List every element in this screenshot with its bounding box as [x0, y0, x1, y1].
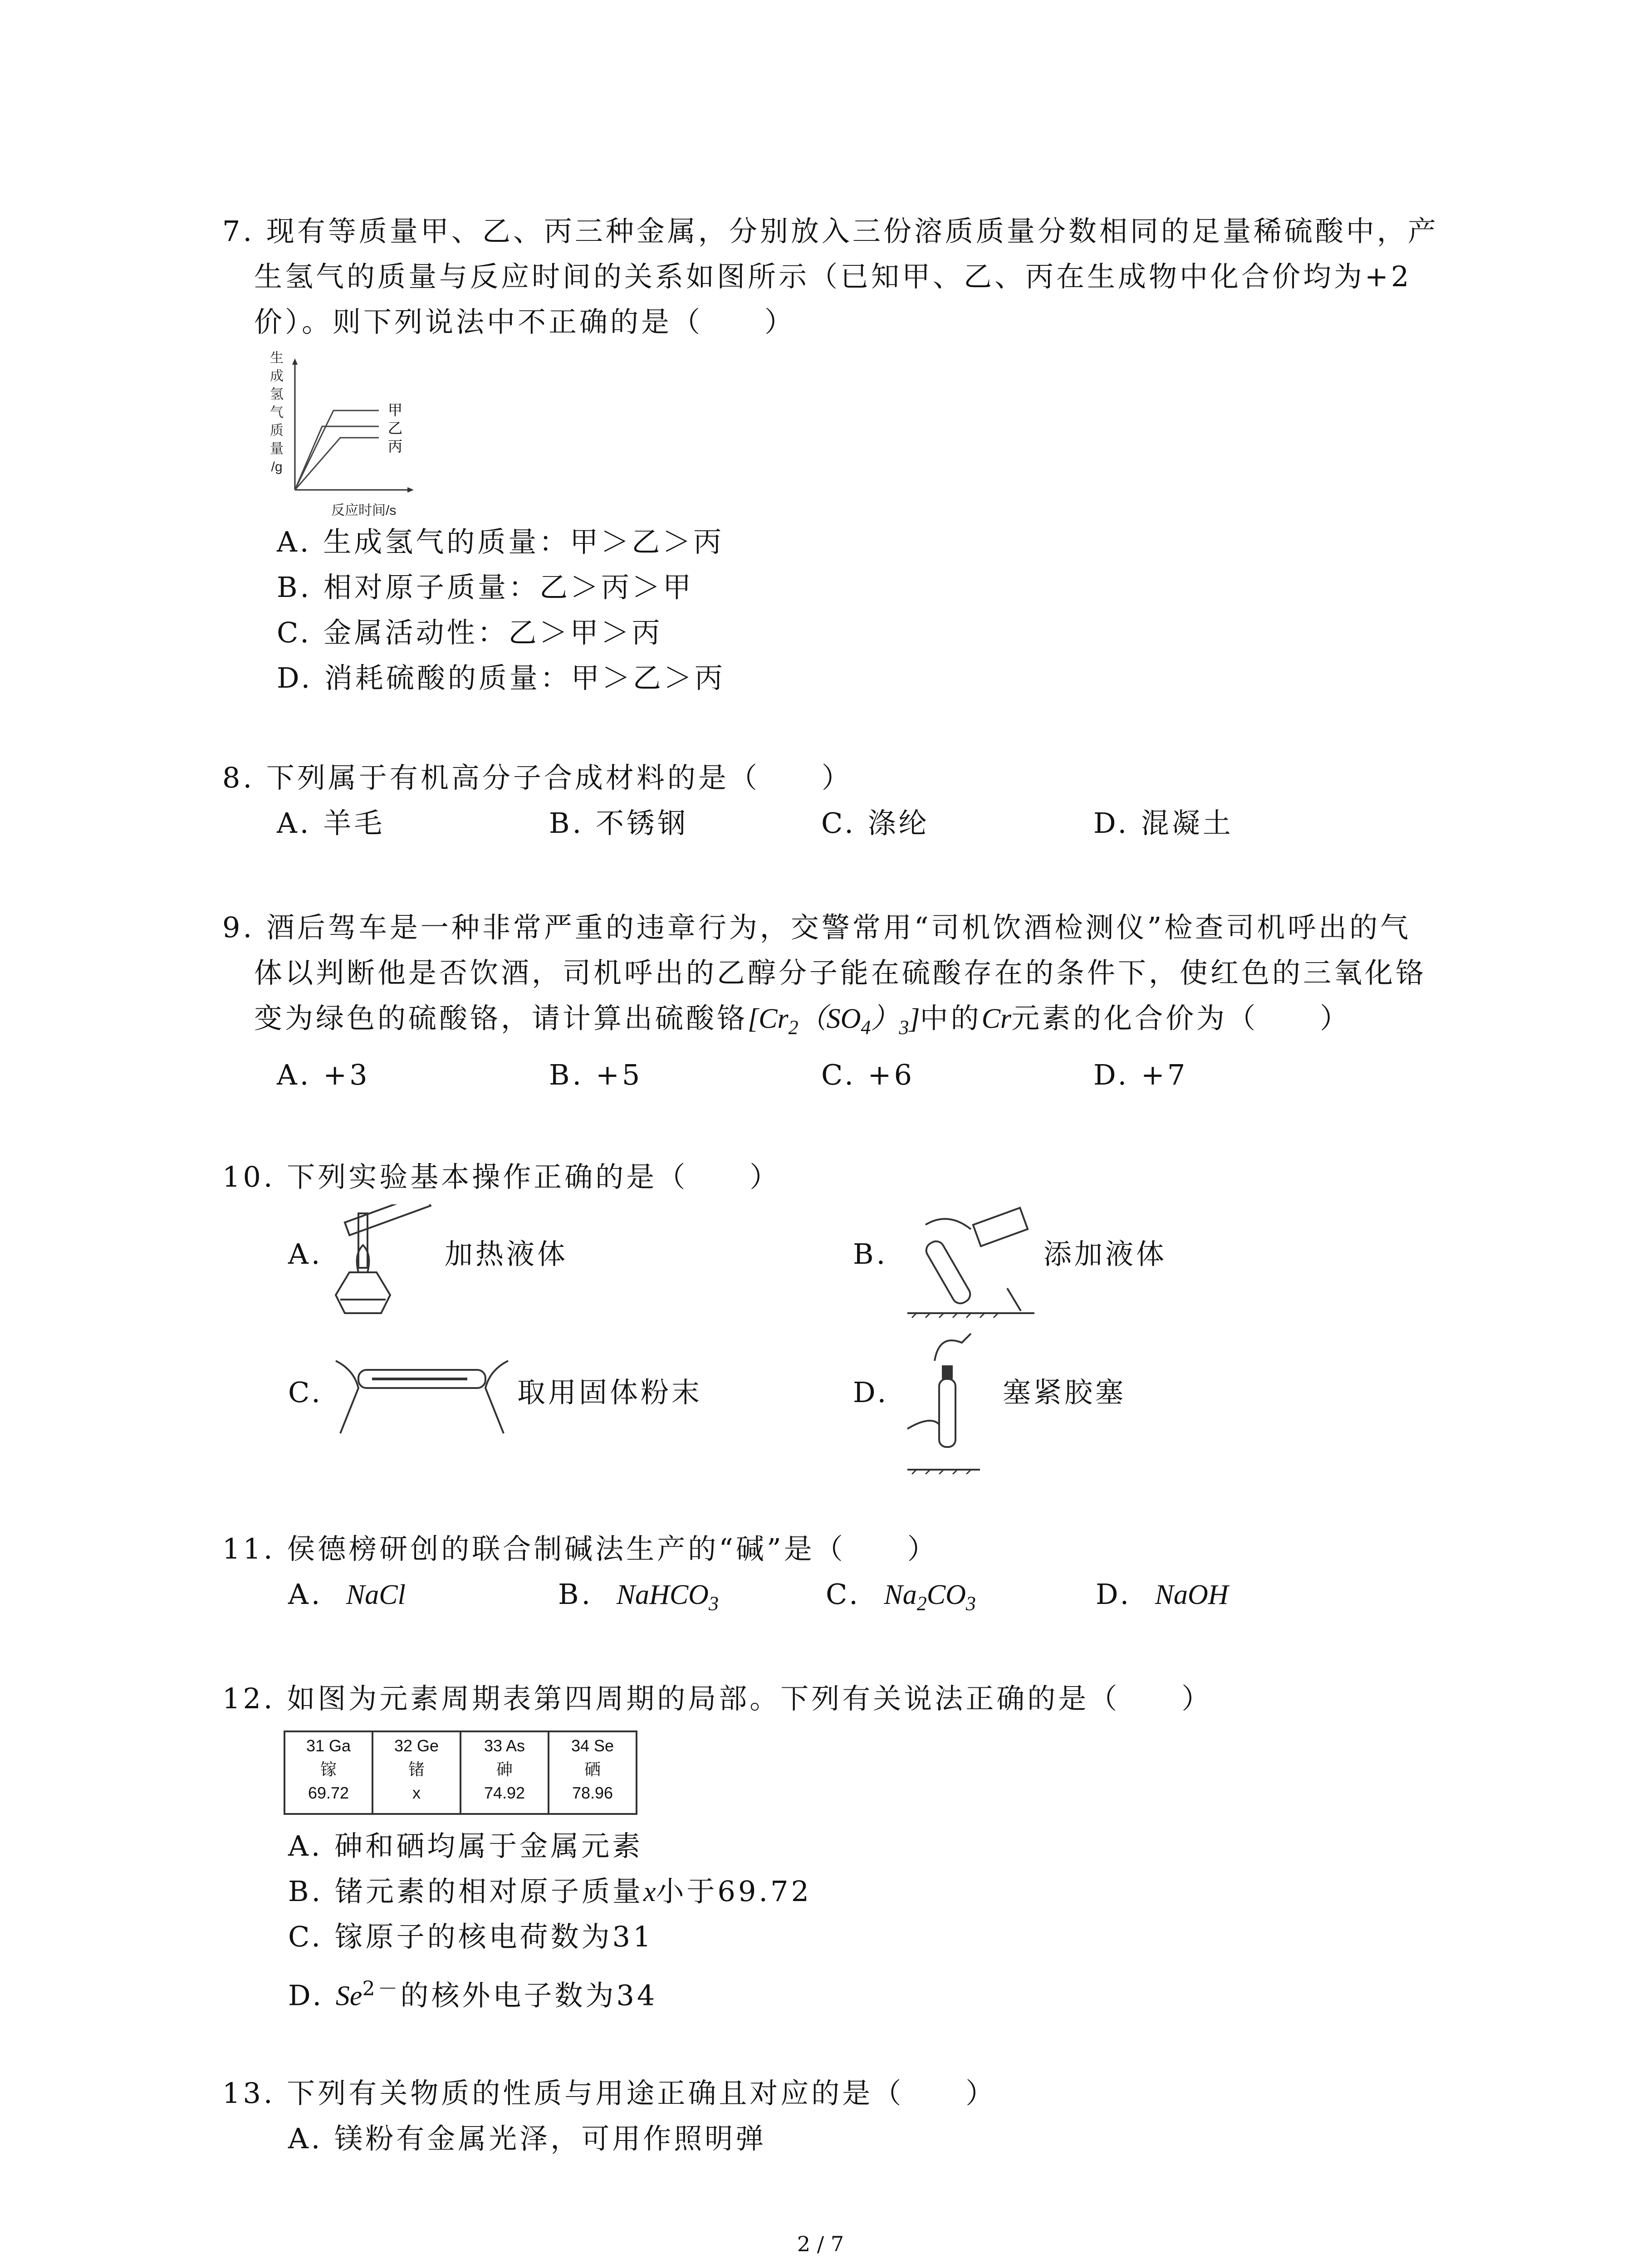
ylabel-char: 量: [270, 441, 284, 456]
q12-option-b: [288, 1873, 812, 1910]
q10-option-a-text: 加热液体: [445, 1237, 568, 1271]
q7-stem-line-3: 价）。则下列说法中不正确的是（ ）: [254, 305, 796, 338]
q13-option-a: A. 镁粉有金属光泽，可用作照明弹: [288, 2122, 767, 2155]
q12-option-d-letter: D.: [288, 1979, 336, 2012]
pt-num: 31 Ga: [306, 1736, 351, 1755]
page-number: 2 / 7: [797, 2232, 844, 2256]
q11-letter-a: A.: [288, 1578, 323, 1611]
q10-b-illustration: [898, 1198, 1043, 1320]
q7-chart-xlabel: 反应时间/s: [331, 503, 397, 518]
pt-num: 32 Ge: [394, 1736, 439, 1755]
q9-option-b: B. +5: [549, 1058, 643, 1091]
q8-option-a: A. 羊毛: [277, 807, 385, 840]
pt-cell-se: [549, 1731, 637, 1814]
q11-formula-b: NaHCO$_3$: [616, 1579, 719, 1615]
ylabel-char: 氢: [270, 387, 284, 402]
q7-stem-line-2: 生氢气的质量与反应时间的关系如图所示（已知甲、乙、丙在生成物中化合价均为+2: [254, 260, 1412, 293]
q10-option-b-text: 添加液体: [1043, 1237, 1167, 1271]
q8-option-c: C. 涤纶: [821, 807, 930, 840]
q10-c-illustration: [331, 1343, 513, 1442]
q9-option-d: D. +7: [1093, 1058, 1188, 1091]
ylabel-char: 生: [270, 351, 284, 366]
pt-mass: 74.92: [484, 1784, 525, 1802]
q10-option-b-letter: B.: [853, 1237, 888, 1271]
q7-chart: [263, 349, 426, 517]
pt-name: 砷: [496, 1760, 513, 1779]
q11-letter-d: D.: [1096, 1578, 1132, 1611]
q8-option-b: B. 不锈钢: [549, 807, 688, 840]
q11-option-c: [826, 1576, 976, 1622]
pt-num: 33 As: [484, 1736, 525, 1755]
q12-option-b-tail: 小于69.72: [656, 1875, 812, 1908]
q9-stem-text: 变为绿色的硫酸铬，请计算出硫酸铬: [254, 1002, 748, 1035]
q9-stem-line-3: [254, 1000, 1351, 1046]
y-axis-arrow: [292, 358, 298, 365]
x-axis-arrow: [407, 487, 414, 493]
q10-stem: 10. 下列实验基本操作正确的是（ ）: [222, 1160, 781, 1193]
ylabel-char: /g: [271, 459, 283, 474]
pt-name: 镓: [320, 1760, 337, 1779]
q12-option-d-sym: Se: [335, 1980, 362, 2012]
series-label-jia: 甲: [388, 402, 403, 418]
q9-stem-tail: 中的: [920, 1002, 982, 1035]
q10-option-d-text: 塞紧胶塞: [1003, 1376, 1127, 1409]
q11-stem: 11. 侯德榜研创的联合制碱法生产的“碱”是（ ）: [222, 1532, 938, 1565]
q12-option-a: A. 砷和硒均属于金属元素: [288, 1829, 643, 1862]
pt-mass: 78.96: [572, 1784, 613, 1802]
q11-letter-b: B.: [558, 1578, 593, 1611]
q12-option-b-x: x: [643, 1877, 656, 1907]
q12-option-c: C. 镓原子的核电荷数为31: [288, 1920, 654, 1953]
q8-option-d: D. 混凝土: [1093, 807, 1234, 840]
pt-cell-ge: [372, 1731, 460, 1814]
q9-option-a: A. +3: [277, 1058, 370, 1091]
ylabel-char: 气: [270, 405, 284, 420]
q7-option-d: D. 消耗硫酸的质量：甲＞乙＞丙: [277, 661, 725, 694]
q10-option-a-letter: A.: [288, 1237, 323, 1271]
q7-option-a: A. 生成氢气的质量：甲＞乙＞丙: [277, 525, 725, 558]
q7-chart-svg: [290, 358, 426, 494]
q8-stem: 8. 下列属于有机高分子合成材料的是（ ）: [222, 761, 852, 794]
q12-periodic-table: [284, 1730, 637, 1815]
series-line-jia: [295, 411, 379, 490]
q11-formula-c: $Na_2CO_3$: [884, 1579, 976, 1615]
q7-stem-line-1: 7. 现有等质量甲、乙、丙三种金属，分别放入三份溶质质量分数相同的足量稀硫酸中，产: [222, 215, 1439, 248]
series-label-bing: 丙: [388, 438, 403, 455]
q9-stem-line-2: 体以判断他是否饮酒，司机呼出的乙醇分子能在硫酸存在的条件下，使红色的三氧化铬: [254, 956, 1427, 989]
q11-option-b: [558, 1576, 719, 1622]
series-line-yi: [295, 426, 379, 490]
q10-option-d-letter: D.: [853, 1376, 889, 1409]
q12-option-d: [288, 1971, 657, 2014]
q11-option-d: [1096, 1576, 1229, 1613]
q12-option-b-text: B. 锗元素的相对原子质量: [288, 1875, 643, 1908]
pt-mass: 69.72: [308, 1784, 349, 1802]
ylabel-char: 质: [270, 423, 284, 438]
q13-stem: 13. 下列有关物质的性质与用途正确且对应的是（ ）: [222, 2077, 997, 2110]
q10-a-illustration: [318, 1204, 436, 1322]
pt-name: 硒: [584, 1760, 601, 1779]
q10-option-c-letter: C.: [288, 1376, 323, 1409]
pt-name: 锗: [408, 1760, 425, 1779]
q10-option-c-text: 取用固体粉末: [517, 1376, 703, 1409]
q9-element-cr: Cr: [981, 1003, 1012, 1034]
q11-formula-d: NaOH: [1155, 1579, 1229, 1610]
q12-option-d-charge: 2－: [362, 1977, 401, 2000]
q12-stem: 12. 如图为元素周期表第四周期的局部。下列有关说法正确的是（ ）: [222, 1682, 1213, 1715]
ylabel-char: 成: [270, 369, 284, 384]
q11-option-a: [288, 1576, 406, 1613]
q11-letter-c: C.: [826, 1578, 861, 1611]
q10-d-illustration: [903, 1325, 994, 1474]
q7-option-b: B. 相对原子质量：乙＞丙＞甲: [277, 571, 694, 604]
pt-num: 34 Se: [571, 1736, 614, 1755]
q7-chart-ylabel: [268, 349, 286, 476]
q9-stem-line-1: 9. 酒后驾车是一种非常严重的违章行为，交警常用“司机饮酒检测仪”检查司机呼出的气: [222, 911, 1411, 944]
q11-formula-a: NaCl: [346, 1579, 406, 1610]
pt-cell-ga: [284, 1731, 372, 1814]
pt-cell-as: [460, 1731, 549, 1814]
q12-option-d-tail: 的核外电子数为34: [400, 1979, 658, 2012]
q7-option-c: C. 金属活动性：乙＞甲＞丙: [277, 616, 663, 649]
series-label-yi: 乙: [388, 420, 403, 436]
q9-option-c: C. +6: [821, 1058, 915, 1091]
pt-mass: x: [412, 1784, 421, 1802]
q9-formula: $[Cr_2(SO_4)_3]$: [748, 1003, 920, 1039]
q9-stem-end: 元素的化合价为（ ）: [1011, 1002, 1351, 1035]
